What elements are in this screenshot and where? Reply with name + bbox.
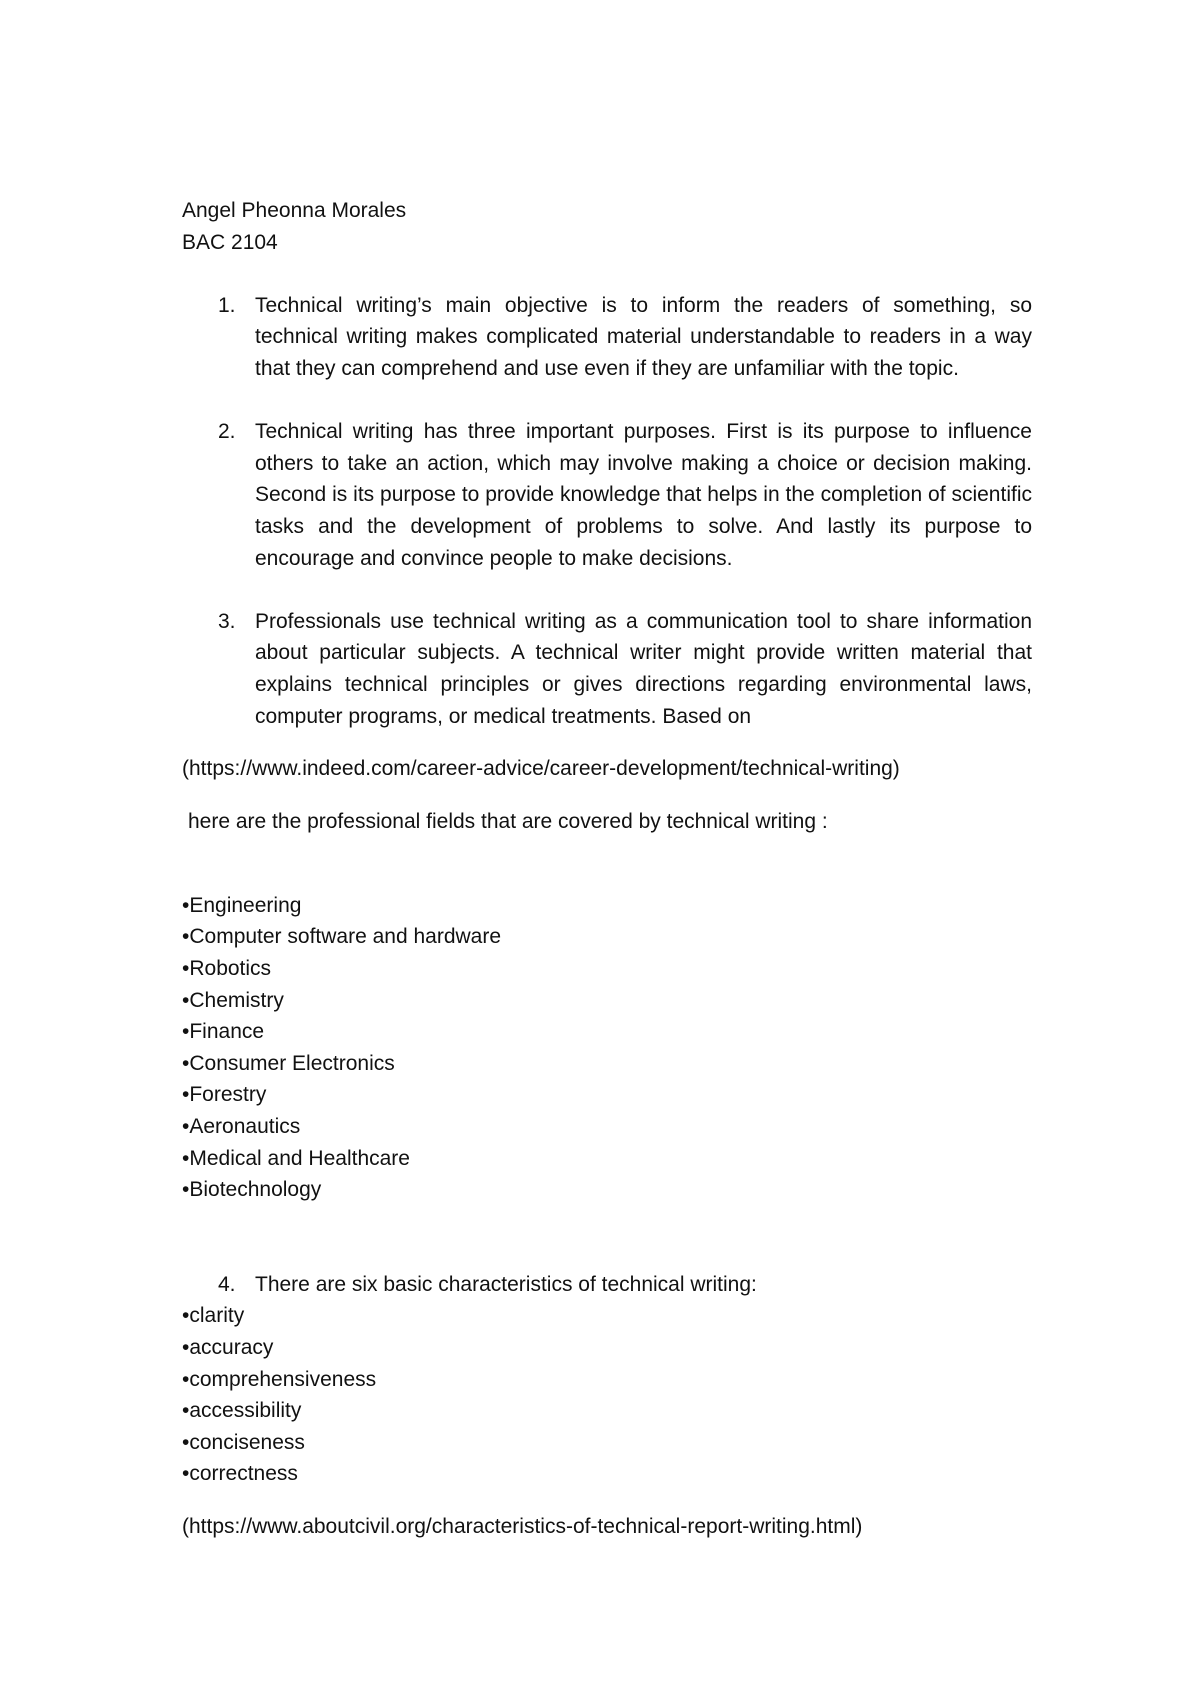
list-item: •Consumer Electronics <box>182 1051 395 1075</box>
document-body <box>182 195 1032 1564</box>
list-item: •Computer software and hardware <box>182 925 502 949</box>
answer-1-number: 1. <box>218 293 236 317</box>
list-item: •conciseness <box>182 1430 305 1454</box>
list-item: •Finance <box>182 1020 265 1044</box>
list-item: •correctness <box>182 1462 298 1486</box>
answer-1 <box>182 290 1032 385</box>
list-item: •accessibility <box>182 1399 302 1423</box>
answer-3 <box>182 606 1032 732</box>
spacer <box>182 258 1032 290</box>
course-code: BAC 2104 <box>182 230 278 254</box>
answer-4 <box>182 1269 1032 1301</box>
characteristics-list <box>182 1300 1032 1490</box>
list-item: •accuracy <box>182 1336 274 1359</box>
professional-fields-list <box>182 890 1032 1206</box>
spacer <box>182 385 1032 417</box>
answer-4-source-link[interactable]: (https://www.aboutcivil.org/characteristics-of-technical-report-writing.html) <box>182 1514 863 1538</box>
answer-3-number: 3. <box>218 609 236 633</box>
author-name: Angel Pheonna Morales <box>182 199 407 222</box>
answer-2-number: 2. <box>218 420 236 444</box>
spacer <box>182 1206 1032 1269</box>
answer-3-source-link[interactable]: (https://www.indeed.com/career-advice/career-development/technical-writing) <box>182 757 900 781</box>
list-item: •Engineering <box>182 893 302 917</box>
answer-4-text: There are six basic characteristics of technical writing: <box>255 1272 757 1296</box>
list-item: •clarity <box>182 1304 245 1328</box>
list-item: •Forestry <box>182 1083 267 1107</box>
spacer <box>182 574 1032 606</box>
answer-1-text: Technical writing’s main objective is to inform the readers of something, so technical writing makes complicated material understandable to readers in a way that they can comprehend and use even if they are unfamiliar with the topic. <box>255 293 1032 380</box>
list-item: •Aeronautics <box>182 1115 301 1139</box>
answer-3-text: Professionals use technical writing as a communication tool to share information about particular subjects. A technical writer might provide written material that explains technical principles or gives directions regarding environmental laws, computer programs, or medical treatments. Based on <box>255 609 1032 728</box>
spacer <box>182 858 1032 890</box>
answer-4-number: 4. <box>218 1272 236 1296</box>
list-item: •Biotechnology <box>182 1178 322 1202</box>
list-item: •comprehensiveness <box>182 1367 377 1391</box>
answer-3-lead-in: here are the professional fields that are covered by technical writing : <box>188 809 828 833</box>
list-item: •Medical and Healthcare <box>182 1146 410 1170</box>
list-item: •Chemistry <box>182 988 284 1012</box>
answer-2 <box>182 416 1032 574</box>
answer-2-text: Technical writing has three important purposes. First is its purpose to influence others to take an action, which may involve making a choice or decision making. Second is its purpose to provide knowledge that helps in the completion of scientific tasks and the development of problems to solve. And lastly its purpose to encourage and convince people to make decisions. <box>255 420 1032 570</box>
list-item: •Robotics <box>182 957 272 981</box>
